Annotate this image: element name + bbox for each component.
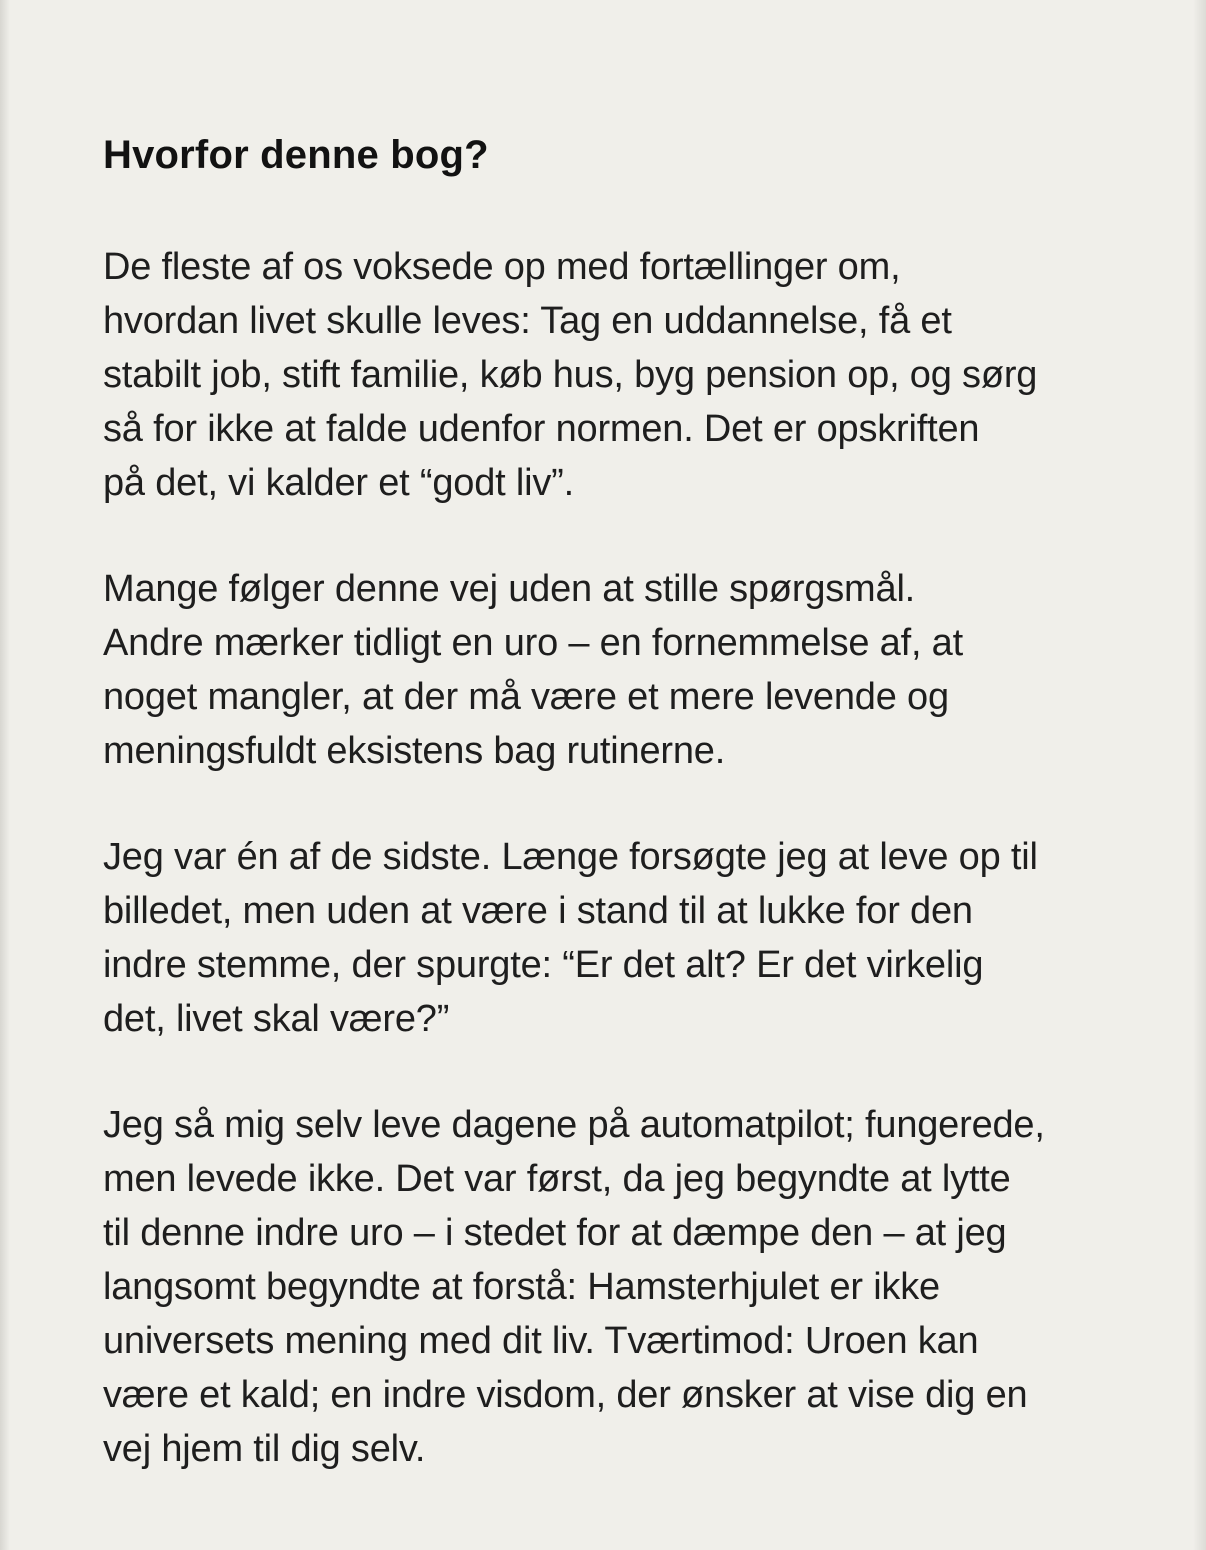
text-line: Jeg var én af de sidste. Længe forsøgte jeg at leve op til (103, 836, 1038, 878)
text-line: være et kald; en indre visdom, der ønsker at vise dig en (103, 1374, 1028, 1416)
text-line: langsomt begyndte at forstå: Hamsterhjulet er ikke (103, 1266, 940, 1308)
text-line: noget mangler, at der må være et mere levende og (103, 676, 949, 718)
text-line: så for ikke at falde udenfor normen. Det er opskriften (103, 408, 980, 450)
text-line: det, livet skal være?” (103, 998, 450, 1040)
text-line: men levede ikke. Det var først, da jeg begyndte at lytte (103, 1158, 1011, 1200)
text-line: De fleste af os voksede op med fortællinger om, (103, 246, 901, 288)
paragraph-2 (103, 562, 1116, 778)
section-heading: Hvorfor denne bog? (103, 133, 489, 177)
text-line: Mange følger denne vej uden at stille spørgsmål. (103, 568, 916, 610)
paragraph-4 (103, 1098, 1116, 1476)
text-line: hvordan livet skulle leves: Tag en uddannelse, få et (103, 300, 952, 342)
paragraph-3 (103, 830, 1116, 1046)
text-line: meningsfuldt eksistens bag rutinerne. (103, 730, 726, 772)
paragraph-1 (103, 240, 1116, 510)
text-line: billedet, men uden at være i stand til at lukke for den (103, 890, 973, 932)
text-line: på det, vi kalder et “godt liv”. (103, 462, 574, 504)
text-line: indre stemme, der spurgte: “Er det alt? Er det virkelig (103, 944, 984, 986)
text-line: universets mening med dit liv. Tværtimod: Uroen kan (103, 1320, 979, 1362)
text-line: stabilt job, stift familie, køb hus, byg pension op, og sørg (103, 354, 1038, 396)
text-line: til denne indre uro – i stedet for at dæmpe den – at jeg (103, 1212, 1007, 1254)
text-line: Jeg så mig selv leve dagene på automatpilot; fungerede, (103, 1104, 1045, 1146)
text-line: vej hjem til dig selv. (103, 1428, 426, 1470)
text-line: Andre mærker tidligt en uro – en fornemmelse af, at (103, 622, 963, 664)
